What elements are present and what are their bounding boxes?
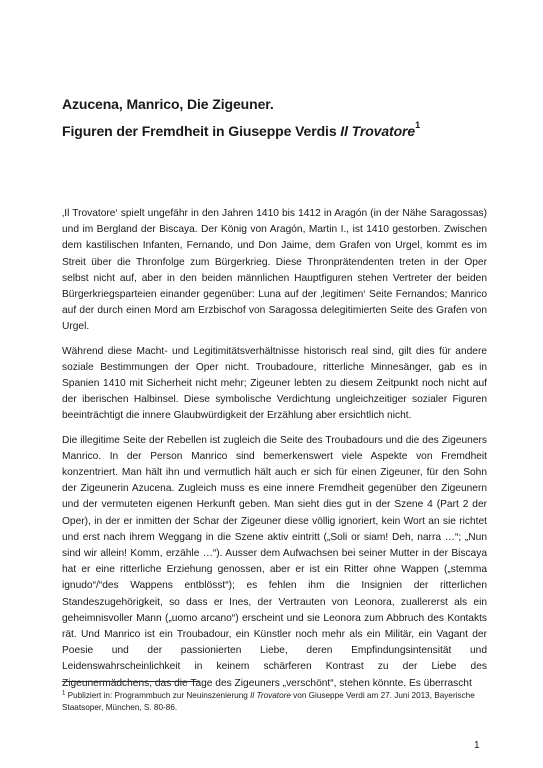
body-text [62,206,487,700]
title-line-1: Azucena, Manrico, Die Zigeuner. [62,96,274,112]
title-line-2 [62,122,420,140]
footnote-text-end: von Giuseppe Verdi am 27. Juni 2013, Bayerische Staatsoper, München, S. 80-86. [62,691,475,712]
footnote-separator [62,681,199,682]
paragraph-3: Die illegitime Seite der Rebellen ist zugleich die Seite des Troubadours und die des Zigeuners Manrico. In der Person Manrico sind bemerkenswert viele Aspekte von Fremdheit konzentriert. Man hält ihn und vermutlich hält auch er sich für einen Zigeuner, für den Sohn der Zigeunerin Azucena. Zugleich muss es eine innere Fremdheit gegenüber den Zigeunern und der vermuteten eigenen Herkunft geben. Man sieht dies gut in der Szene 4 (Part 2 der Oper), in der er inmitten der Schar der Zigeuner diese völlig ignoriert, kein Wort an sie richtet und erst nach ihrem Weggang in die Szene aktiv eintritt („Soli or siam! Deh, narra …“; „Nun sind wir allein! Komm, erzähle …“). Ausser dem Aufwachsen bei seiner Mutter in der Biscaya hat er eine ritterliche Erziehung genossen, aber er ist ein Ritter ohne Wappen („stemma ignudo“/“des Wappens entblösst“); es fehlen ihm die Insignien der ritterlichen Standeszugehörigkeit, so dass er Ines, der Vertrauten von Leonora, zuallererst als ein geheimnisvoller Mann („uomo arcano“) erscheint und sie Leonora zum Abbruch des Kontakts rät. Und Manrico ist ein Troubadour, ein Künstler noch mehr als ein Militär, ein Vagant der Poesie und der passionierten Liebe, deren Empfindungsintensität und Leidenswahrscheinlichkeit in keinem schärferen Kontrast zu der Liebe des Zigeunermädchens, das die Tage des Zigeuners „verschönt“, stehen könnte. Es überrascht [62,434,487,689]
paragraph-1: ‚Il Trovatore‘ spielt ungefähr in den Jahren 1410 bis 1412 in Aragón (in der Nähe Saragossas) und im Bergland der Biscaya. Der König von Aragón, Martin I., ist 1410 gestorben. Zwischen dem kastilischen Infanten, Fernando, und Don Jaime, dem Grafen von Urgel, kommt es im Streit über die Thronfolge zum Bürgerkrieg. Diese Thronprätendenten treten in der Oper selbst nicht auf, aber in den beiden männlichen Hauptfiguren stehen Vertreter der beiden Bürgerkriegsparteien einander gegenüber: Luna auf der ‚legitimen‘ Seite Fernandos; Manrico auf der durch einen Mord am Erzbischof von Saragossa delegitimierten Seite des Grafen von Urgel. [62,208,487,333]
footnote-text: Publiziert in: Programmbuch zur Neuinszenierung [65,691,251,700]
footnote [62,690,487,714]
title-line-2-text: Figuren der Fremdheit in Giuseppe Verdis [62,123,341,139]
footnote-marker: 1 [62,690,66,697]
paragraph-2: Während diese Macht- und Legitimitätsverhältnisse historisch real sind, gilt dies für andere soziale Bestimmungen der Oper nicht. Troubadoure, ritterliche Minnesänger, gab es in Spanien 1410 mit Sicherheit nicht mehr; Zigeuner lebten zu diesem Zeitpunkt noch nicht auf der iberischen Halbinsel. Diese symbolische Verdichtung ungleichzeitiger sozialer Figuren beeinträchtigt die innere Glaubwürdigkeit der Erzählung aber ersichtlich nicht. [62,345,487,422]
footnote-opera-title: Il Trovatore [250,691,291,700]
footnote-reference[interactable]: 1 [415,120,420,131]
page-number: 1 [474,740,480,751]
opera-title-italic: Il Trovatore [340,123,416,139]
